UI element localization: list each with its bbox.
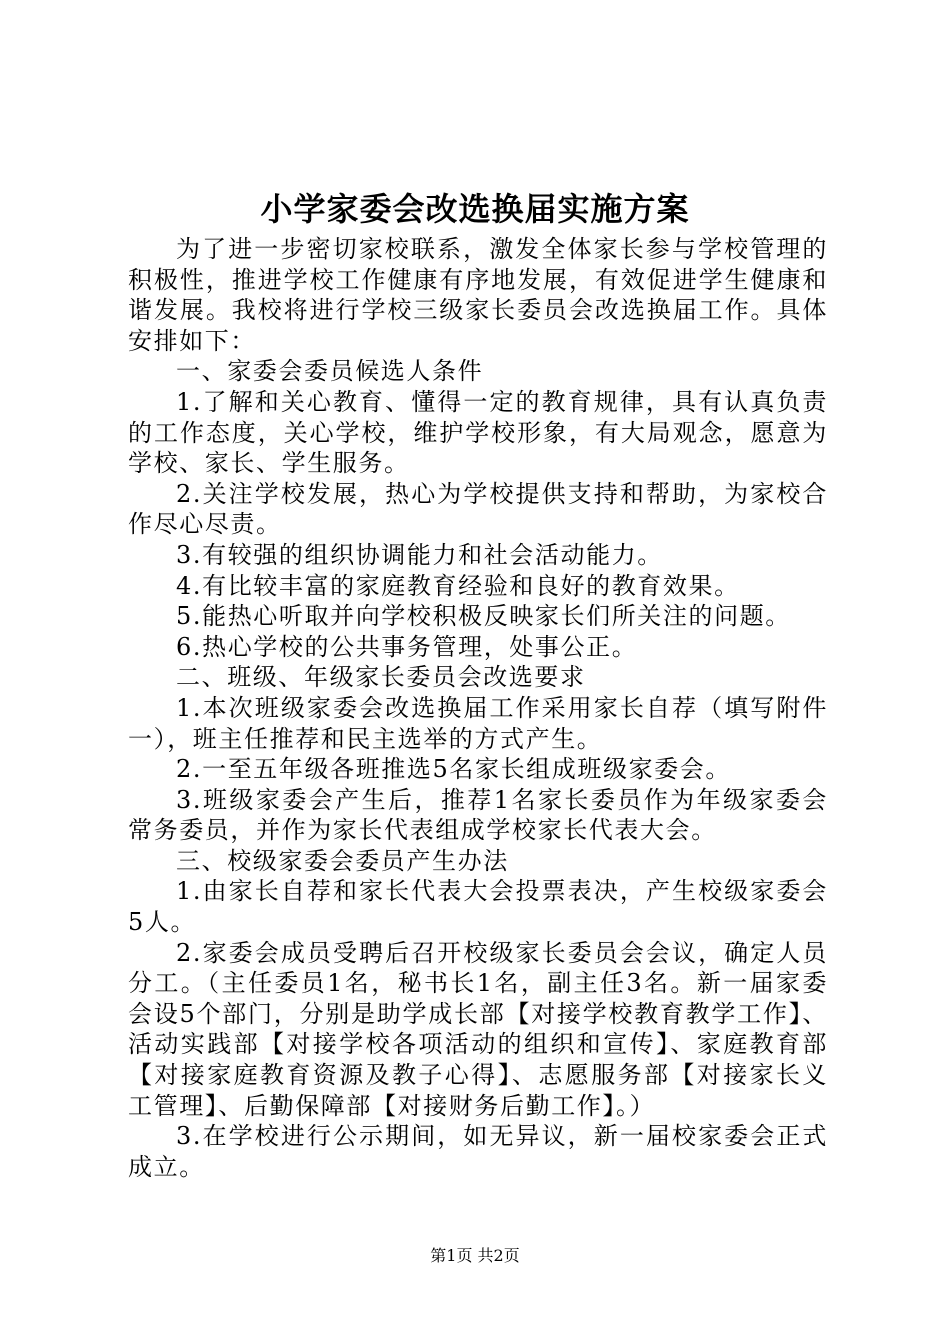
list-item: 3.班级家委会产生后，推荐1名家长委员作为年级家委会常务委员，并作为家长代表组成学校家长代表大会。: [128, 785, 828, 845]
list-item: 6.热心学校的公共事务管理，处事公正。: [176, 632, 638, 661]
list-item: 1.由家长自荐和家长代表大会投票表决，产生校级家委会5人。: [128, 877, 828, 937]
list-item: 1.本次班级家委会改选换届工作采用家长自荐（填写附件一），班主任推荐和民主选举的方式产生。: [128, 693, 828, 753]
list-item: 2.家委会成员受聘后召开校级家长委员会会议，确定人员分工。（主任委员1名，秘书长1名，副主任3名。新一届家委会设5个部门，分别是助学成长部【对接学校教育教学工作】、活动实践部【对接学校各项活动的组织和宣传】、家庭教育部【对接家庭教育资源及教子心得】、志愿服务部【对接家长义工管理】、后勤保障部【对接财务后勤工作】。）: [128, 938, 828, 1120]
list-item: 2.一至五年级各班推选5名家长组成班级家委会。: [176, 755, 731, 784]
section-heading-3: 三、校级家委会委员产生办法: [176, 846, 509, 875]
document-title: 小学家委会改选换届实施方案: [260, 190, 690, 228]
list-item: 5.能热心听取并向学校积极反映家长们所关注的问题。: [176, 602, 791, 631]
list-item: 3.有较强的组织协调能力和社会活动能力。: [176, 540, 663, 569]
document-body: [128, 234, 828, 1182]
list-item: 2.关注学校发展，热心为学校提供支持和帮助，为家校合作尽心尽责。: [128, 479, 828, 539]
intro-paragraph: 为了进一步密切家校联系，激发全体家长参与学校管理的积极性，推进学校工作健康有序地发展，有效促进学生健康和谐发展。我校将进行学校三级家长委员会改选换届工作。具体安排如下：: [128, 235, 828, 355]
section-heading-1: 一、家委会委员候选人条件: [176, 357, 484, 386]
list-item: 3.在学校进行公示期间，如无异议，新一届校家委会正式成立。: [128, 1122, 828, 1181]
page-number-footer: 第1页 共2页: [430, 1246, 520, 1265]
list-item: 4.有比较丰富的家庭教育经验和良好的教育效果。: [176, 571, 740, 600]
section-heading-2: 二、班级、年级家长委员会改选要求: [176, 663, 586, 692]
list-item: 1.了解和关心教育、懂得一定的教育规律，具有认真负责的工作态度，关心学校，维护学校形象，有大局观念，愿意为学校、家长、学生服务。: [128, 387, 828, 478]
